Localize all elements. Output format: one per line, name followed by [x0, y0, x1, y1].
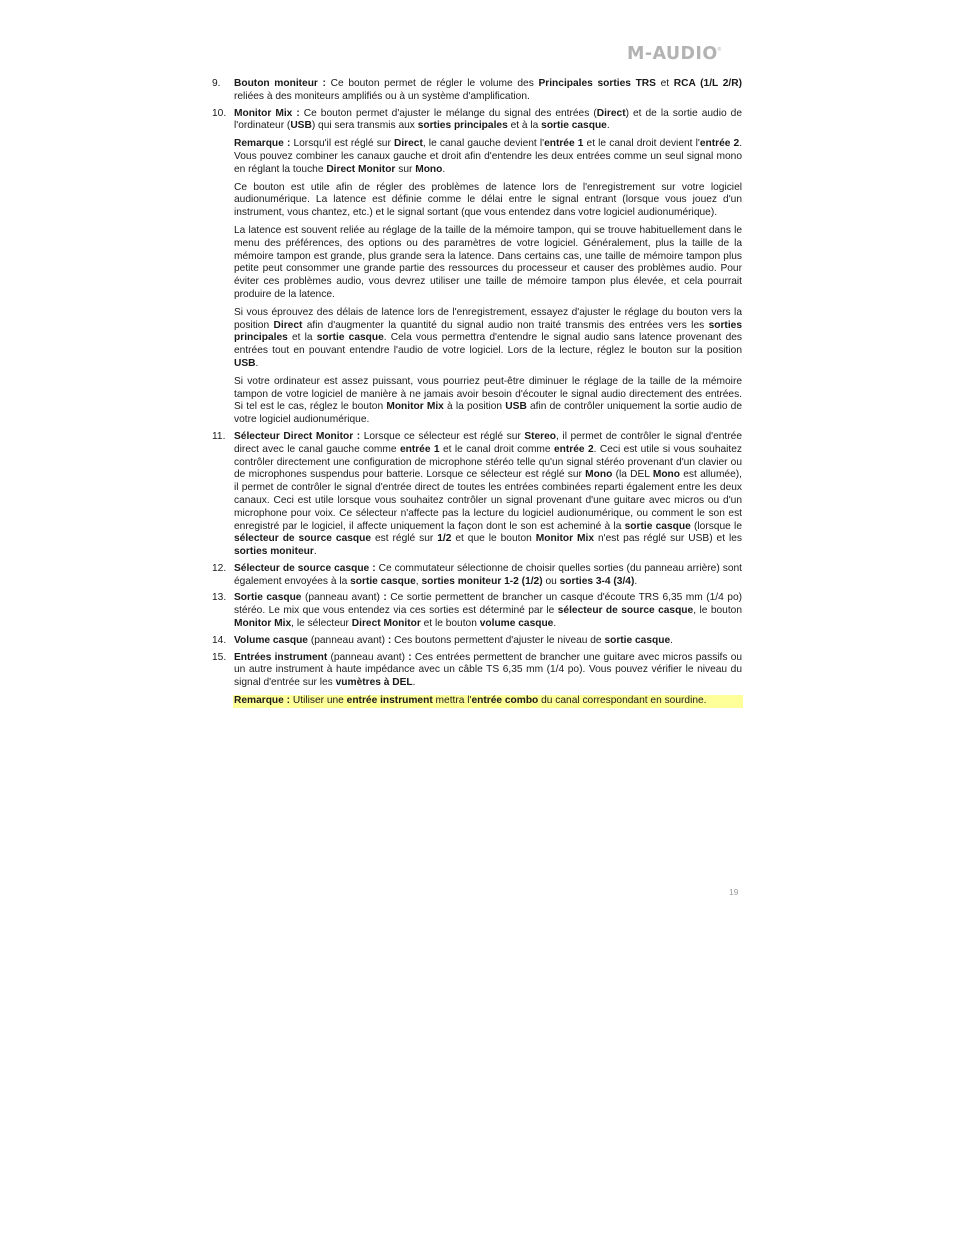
text-run: et que le bouton	[451, 533, 536, 545]
paragraph	[234, 78, 742, 104]
text-run: et à la	[507, 120, 542, 132]
bold-text: 1/2	[437, 533, 452, 545]
bold-text: sélecteur de source casque	[557, 605, 694, 617]
text-run: . Ceci est utile si vous souhaitez contrôler directement une configuration de microphone stéréo telle qu'un signal stéréo provenant d'un clavier ou de microphones suspendus pour batterie. Lorsque ce sélecteur est réglé sur	[234, 443, 743, 481]
bold-text: sortie casque	[604, 634, 671, 646]
bold-text: entrée 1	[399, 443, 440, 455]
text-run: Si vous éprouvez des délais de latence lors de l'enregistrement, essayez d'ajuster le réglage du bouton vers la position	[234, 306, 742, 331]
bold-text: Direct	[393, 138, 423, 150]
text-run: Ce sortie permettent de brancher un casque d'écoute TRS 6,35 mm (1/4 po) stéréo. Le mix que vous entendez via ces sorties est déterminé par le	[234, 592, 743, 617]
paragraph	[234, 563, 742, 589]
bold-text: entrée 1	[544, 138, 584, 150]
text-run: .	[606, 120, 610, 132]
bold-text: sortie casque	[624, 520, 691, 532]
text-run: Ce bouton est utile afin de régler des problèmes de latence lors de l'enregistrement sur votre logiciel audionumérique. La latence est définie comme le délai entre le signal entrant (lorsque vous jouez d'un instrument, vous chantez, etc.) et le signal sortant (que vous entendez dans votre logiciel audionumérique).	[234, 181, 742, 219]
list-item-body	[234, 635, 742, 648]
text-run: .	[412, 677, 416, 689]
paragraph	[234, 108, 742, 134]
list-item	[212, 431, 742, 559]
paragraph	[234, 635, 742, 648]
bold-text: Mono	[415, 163, 443, 175]
bold-text: Monitor Mix :	[234, 107, 300, 119]
text-run: ou	[542, 575, 560, 587]
text-run: Ce commutateur sélectionne de choisir quelles sorties (du panneau arrière) sont également envoyées à la	[234, 562, 742, 587]
text-run: . Cela vous permettra d'entendre le signal audio sans latence provenant des entrées tout en pouvant entendre l'audio de votre logiciel. Lors de la lecture, réglez le bouton sur la position	[234, 332, 742, 357]
list-item-number: 14.	[212, 634, 227, 646]
bold-text: sorties moniteur 1-2 (1/2)	[421, 575, 543, 587]
bold-text: Remarque :	[234, 695, 291, 707]
text-run: n'est pas réglé sur USB) et les	[594, 533, 743, 545]
bold-text: Principales sorties TRS	[538, 78, 656, 89]
text-run: Ce bouton permet d'ajuster le mélange du signal des entrées (	[299, 107, 597, 119]
text-run: (panneau avant)	[301, 592, 384, 604]
bold-text: entrée 2	[699, 138, 740, 150]
text-run: et le canal droit devient l'	[583, 138, 700, 150]
bold-text: sorties principales	[234, 319, 742, 344]
trademark-mark: ®	[717, 47, 722, 53]
bold-text: :	[408, 651, 412, 663]
list-item	[212, 635, 742, 648]
text-run: est réglé sur	[371, 533, 438, 545]
brand-logo-text: M-AUDIO	[627, 44, 718, 64]
text-run: Lorsque ce sélecteur est réglé sur	[360, 430, 525, 442]
text-run: Ces boutons permettent d'ajuster le niveau de	[391, 634, 605, 646]
list-item-number: 11.	[212, 430, 226, 442]
list-item	[212, 592, 742, 630]
paragraph	[234, 138, 742, 176]
text-run: afin de contrôler uniquement la sortie audio de votre logiciel audionumérique.	[234, 401, 743, 426]
list-item-number: 9.	[212, 78, 221, 89]
bold-text: sorties principales	[417, 120, 508, 132]
bold-text: Sélecteur de source casque :	[234, 562, 376, 574]
text-run: Utiliser une	[290, 695, 347, 707]
document-body	[212, 78, 742, 712]
text-run: ) et de la sortie audio de l'ordinateur (	[234, 107, 742, 132]
bold-text: sortie casque	[316, 332, 384, 344]
text-run: ) qui sera transmis aux	[311, 120, 418, 132]
list-item-body	[234, 592, 742, 630]
text-run: (la DEL	[612, 469, 653, 481]
text-run: sur	[395, 163, 416, 175]
text-run: ,	[415, 575, 422, 587]
text-run: .	[255, 357, 259, 369]
paragraph	[234, 376, 742, 427]
bold-text: entrée instrument	[346, 695, 433, 707]
text-run: .	[670, 634, 673, 646]
bold-text: sortie casque	[350, 575, 416, 587]
bold-text: Remarque :	[234, 138, 291, 150]
text-run: mettra l'	[432, 695, 472, 707]
text-run: (panneau avant)	[307, 634, 388, 646]
paragraph	[234, 652, 742, 690]
text-run: La latence est souvent reliée au réglage de la taille de la mémoire tampon, qui se trouve habituellement dans le menu des préférences, des options ou des paramètres de votre logiciel. Généralement, plus la taille de la mémoire tampon est grande, plus grande sera la latence. Dans certains cas, une taille de mémoire tampon plus petite peut consommer une grande partie des ressources du processeur et causer des problèmes audio. Pour éviter ces problèmes audio, vous devrez utiliser une taille de mémoire tampon plus élevée, et cela pourrait produire de la latence.	[234, 224, 742, 300]
bold-text: sélecteur de source casque	[234, 533, 372, 545]
bold-text: sorties 3-4 (3/4)	[559, 575, 635, 587]
bold-text: USB	[290, 120, 312, 132]
text-run: et le bouton	[420, 618, 480, 630]
text-run: Ces entrées permettent de brancher une guitare avec micros passifs ou un autre instrument à haute impédance avec un câble TS 6,35 mm (1/4 po). Vous pouvez vérifier le niveau du signal d'entrée sur les	[234, 651, 743, 689]
bold-text: sortie casque	[541, 120, 607, 132]
text-run: à la position	[443, 401, 506, 413]
bold-text: entrée combo	[471, 695, 539, 707]
list-item-body	[234, 431, 742, 559]
text-run: Si votre ordinateur est assez puissant, vous pourriez peut-être diminuer le réglage de la taille de la mémoire tampon de votre logiciel de manière à ne jamais avoir besoin d'écouter le signal audio directement des entrées. Si tel est le cas, réglez le bouton	[234, 375, 742, 413]
list-item-body	[234, 78, 742, 104]
list-item	[212, 108, 742, 427]
bold-text: Monitor Mix	[535, 533, 595, 545]
bold-text: Direct Monitor	[326, 163, 396, 175]
bold-text: :	[387, 634, 392, 646]
text-run: .	[442, 163, 446, 175]
list-item-number: 12.	[212, 562, 227, 574]
paragraph	[234, 307, 742, 371]
bold-text: Sélecteur Direct Monitor :	[234, 430, 361, 442]
text-run: Lorsqu'il est réglé sur	[290, 138, 394, 150]
bold-text: vumètres à DEL	[335, 677, 413, 689]
page-number: 19	[729, 887, 739, 897]
bold-text: Direct	[596, 107, 626, 119]
text-run: (panneau avant)	[327, 651, 409, 663]
text-run: , le bouton	[693, 605, 742, 617]
bold-text: sorties moniteur	[234, 546, 314, 558]
bold-text: USB	[234, 357, 256, 369]
text-run: .	[634, 575, 638, 587]
list-item	[212, 652, 742, 708]
bold-text: RCA (1/L 2/R)	[673, 78, 743, 89]
bold-text: Volume casque	[234, 634, 308, 646]
text-run: Ce bouton permet de régler le volume des	[325, 78, 539, 89]
text-run: . Vous pouvez combiner les canaux gauche et droit afin d'entendre les deux entrées comme un seul signal mono en réglant la touche	[234, 138, 743, 175]
text-run: .	[313, 546, 317, 558]
bold-text: USB	[505, 401, 527, 413]
brand-logo	[627, 43, 745, 65]
bold-text: Direct	[273, 319, 303, 331]
bold-text: Monitor Mix	[386, 401, 444, 413]
paragraph	[234, 182, 742, 220]
bold-text: Monitor Mix	[234, 618, 292, 630]
paragraph	[234, 431, 742, 559]
list-item-body	[234, 563, 742, 589]
text-run: et	[655, 78, 674, 89]
bold-text: volume casque	[479, 618, 554, 630]
text-run: (lorsque le	[690, 520, 742, 532]
text-run: .	[553, 618, 557, 630]
list-item-number: 15.	[212, 651, 227, 663]
list-item-body	[234, 652, 742, 708]
paragraph	[234, 592, 742, 630]
highlighted-note	[233, 695, 743, 708]
text-run: est allumée), il permet de contrôler le signal d'entrée direct de toutes les entrées combinées reparti également entre les deux canaux. Ceci est utile lorsque vous souhaitez contrôler un signal provenant d'une guitare avec micros ou d'un microphone pour voix. Ce sélecteur n'affecte pas la lecture du logiciel audionumérique, ou comment le son est enregistré par le logiciel, il affecte uniquement la façon dont le son est acheminé à la	[234, 469, 742, 532]
bold-text: Bouton moniteur :	[234, 78, 326, 89]
bold-text: entrée 2	[553, 443, 594, 455]
text-run: , le canal gauche devient l'	[422, 138, 545, 150]
bold-text: Direct Monitor	[351, 618, 421, 630]
text-run: et la	[287, 332, 317, 344]
text-run: afin d'augmenter la quantité du signal audio non traité transmis des entrées vers les	[302, 319, 709, 331]
text-run: , il permet de contrôler le signal d'entrée direct avec le canal gauche comme	[234, 430, 742, 455]
bold-text: Entrées instrument	[234, 651, 328, 663]
list-item-number: 13.	[212, 592, 227, 604]
list-item-body	[234, 108, 742, 427]
bold-text: :	[383, 592, 387, 604]
bold-text: Sortie casque	[234, 592, 302, 604]
list-item	[212, 78, 742, 104]
paragraph	[234, 225, 742, 302]
bold-text: Mono	[652, 469, 680, 481]
list-item	[212, 563, 742, 589]
text-run: , le sélecteur	[291, 618, 352, 630]
bold-text: Stereo	[524, 430, 557, 442]
text-run: reliées à des moniteurs amplifiés ou à un système d'amplification.	[234, 90, 530, 102]
bold-text: Mono	[585, 469, 613, 481]
text-run: du canal correspondant en sourdine.	[538, 695, 707, 707]
list-item-number: 10.	[212, 107, 227, 119]
text-run: et le canal droit comme	[439, 443, 554, 455]
